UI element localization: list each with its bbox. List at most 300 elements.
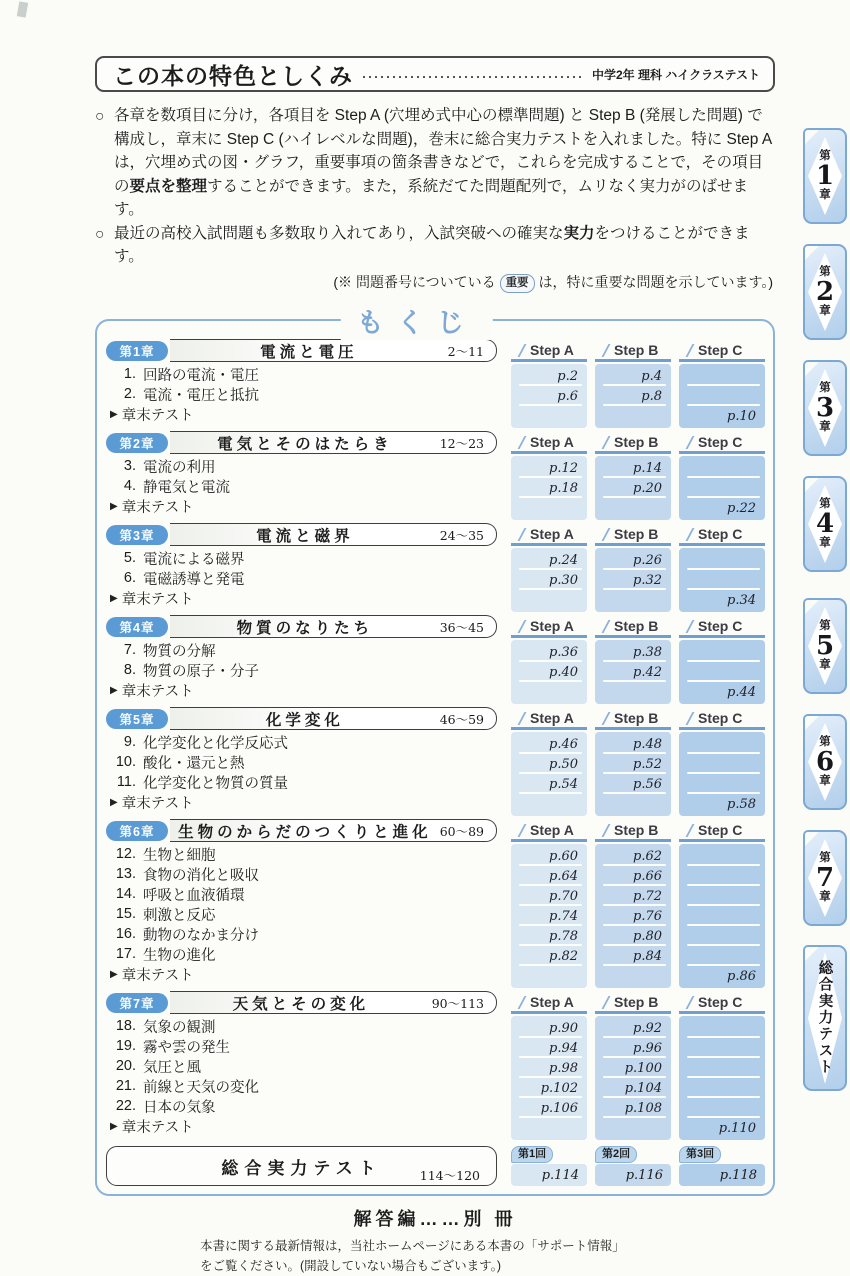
slash-icon [679, 528, 695, 541]
step-b-box [595, 844, 671, 988]
round-1-page: p.114 [541, 1167, 579, 1183]
item-title: 回路の電流・電圧 [143, 367, 259, 384]
page-row [511, 774, 587, 794]
page-row [511, 642, 587, 662]
page-number: p.36 [549, 644, 578, 660]
page-row [679, 906, 765, 926]
step-b-header [595, 708, 671, 730]
side-tab-label [816, 383, 834, 434]
step-b-label: Step B [614, 434, 659, 451]
page-number: p.24 [549, 552, 578, 568]
chapter-title: 生物のからだのつくりと進化 [178, 823, 432, 841]
page-row [511, 1058, 587, 1078]
step-a-header [511, 820, 587, 842]
page-row [511, 886, 587, 906]
page-row [511, 906, 587, 926]
page-row [511, 1078, 587, 1098]
step-c-header [679, 992, 765, 1014]
triangle-marker-icon: ▶ [110, 796, 118, 808]
item-number: 13. [115, 866, 136, 883]
step-b-header [595, 992, 671, 1014]
step-b-label: Step B [614, 618, 659, 635]
page-content [95, 0, 775, 1276]
side-tab-chapter-6 [803, 714, 847, 810]
step-c-header [679, 616, 765, 638]
page-row [595, 754, 671, 774]
dotted-leader [363, 76, 584, 78]
step-headers [511, 524, 765, 546]
step-c-box [679, 732, 765, 816]
page-row [511, 662, 587, 682]
tab-suffix: 章 [819, 189, 831, 201]
chapter-header [106, 431, 511, 454]
chapter-test-label: 章末テスト [121, 795, 194, 812]
step-c-header [679, 340, 765, 362]
step-boxes [511, 732, 765, 816]
triangle-marker-icon: ▶ [110, 684, 118, 696]
chapter-page-range: 60〜89 [439, 823, 484, 839]
toc-item [108, 732, 511, 752]
item-number: 6. [123, 570, 136, 587]
page-row [679, 1038, 765, 1058]
toc-chapter-block [106, 337, 765, 428]
chapter-page-range: 2〜11 [447, 343, 484, 359]
step-boxes [511, 364, 765, 428]
round-1-box [511, 1164, 587, 1186]
page-number: p.38 [633, 644, 662, 660]
page-row [511, 550, 587, 570]
page-number: p.76 [633, 908, 662, 924]
side-tab-label [816, 853, 834, 904]
page-number: p.30 [549, 572, 578, 588]
chapter-titlebar [170, 339, 497, 362]
page-row [511, 458, 587, 478]
page-row [595, 734, 671, 754]
toc-chapter-block [106, 613, 765, 704]
chapter-page-range: 46〜59 [439, 711, 484, 727]
toc-item [108, 1036, 511, 1056]
page-row [595, 550, 671, 570]
slash-icon [595, 996, 611, 1009]
chapter-badge: 第7章 [106, 993, 168, 1013]
item-number: 11. [116, 774, 136, 791]
page-number: p.4 [641, 368, 662, 384]
answer-book-note: 解答編……別 冊 [353, 1209, 517, 1230]
step-a-box [511, 732, 587, 816]
step-a-header [511, 616, 587, 638]
chapter-page-range: 36〜45 [439, 619, 484, 635]
chapter-badge: 第2章 [106, 433, 168, 453]
tab-number: 2 [815, 277, 835, 307]
step-b-header [595, 524, 671, 546]
page-number: p.20 [633, 480, 662, 496]
round-1-badge: 第1回 [511, 1146, 553, 1163]
test-page-row [679, 590, 765, 610]
chapter-titlebar [170, 431, 497, 454]
toc-item [108, 456, 511, 476]
tab-suffix: 章 [819, 305, 831, 317]
step-c-label: Step C [698, 342, 743, 359]
page-row [595, 774, 671, 794]
test-page-number: p.58 [727, 796, 756, 812]
item-title: 前線と天気の変化 [143, 1079, 259, 1096]
item-number: 14. [115, 886, 136, 903]
page-number: p.8 [641, 388, 662, 404]
side-tab-label: 総合実力テスト [816, 960, 833, 1076]
slash-icon [595, 824, 611, 837]
page-row [679, 366, 765, 386]
chapter-body [106, 364, 765, 428]
note-post: は，特に重要な問題を示しています。) [538, 273, 773, 290]
test-page-row [595, 966, 671, 986]
slash-icon [679, 344, 695, 357]
step-a-label: Step A [530, 822, 574, 839]
step-a-label: Step A [530, 526, 574, 543]
tab-prefix: 第 [819, 149, 831, 162]
item-number: 19. [115, 1038, 136, 1055]
test-page-row [679, 498, 765, 518]
slash-icon [595, 620, 611, 633]
page-number: p.66 [633, 868, 662, 884]
toc-item [108, 1076, 511, 1096]
page-row [511, 926, 587, 946]
step-c-header [679, 524, 765, 546]
item-title: 呼吸と血液循環 [143, 887, 245, 904]
item-title: 静電気と電流 [143, 479, 230, 496]
item-number: 15. [115, 906, 136, 923]
page-number: p.94 [549, 1040, 578, 1056]
slash-icon [511, 528, 527, 541]
item-title: 生物の進化 [143, 947, 216, 964]
page-number: p.78 [549, 928, 578, 944]
scan-artifact [17, 1, 28, 17]
item-number: 12. [115, 846, 136, 863]
step-a-header [511, 340, 587, 362]
page-row [679, 1018, 765, 1038]
slash-icon [511, 620, 527, 633]
step-a-header [511, 992, 587, 1014]
page-row [595, 1058, 671, 1078]
final-test-title-box [106, 1146, 497, 1186]
page-number: p.18 [549, 480, 578, 496]
chapter-title: 天気とその変化 [232, 995, 370, 1013]
step-a-header [511, 708, 587, 730]
important-badge: 重要 [500, 274, 535, 293]
page-row [595, 946, 671, 966]
toc-item [108, 660, 511, 680]
test-page-number: p.110 [718, 1120, 756, 1136]
chapter-page-range: 24〜35 [439, 527, 484, 543]
page-row [679, 926, 765, 946]
chapter-header [106, 339, 511, 362]
final-round-3 [679, 1146, 765, 1186]
page-number: p.100 [624, 1060, 662, 1076]
tab-prefix: 第 [819, 497, 831, 510]
item-title: 霧や雲の発生 [143, 1039, 230, 1056]
page-row [679, 754, 765, 774]
slash-icon [679, 620, 695, 633]
page-number: p.74 [549, 908, 578, 924]
step-c-box [679, 364, 765, 428]
page-row [679, 734, 765, 754]
page-row [679, 478, 765, 498]
step-b-box [595, 364, 671, 428]
step-headers [511, 340, 765, 362]
side-tab-label [816, 151, 834, 202]
item-title: 物質の原子・分子 [143, 663, 259, 680]
chapter-body [106, 1016, 765, 1140]
item-title: 電流による磁界 [143, 551, 245, 568]
chapter-test-label: 章末テスト [121, 967, 194, 984]
step-b-label: Step B [614, 822, 659, 839]
page-row [511, 1038, 587, 1058]
page-number: p.14 [633, 460, 662, 476]
page-number: p.60 [549, 848, 578, 864]
round-3-box [679, 1164, 765, 1186]
page-row [595, 570, 671, 590]
page-row [595, 886, 671, 906]
item-title: 刺激と反応 [143, 907, 216, 924]
page-number: p.98 [549, 1060, 578, 1076]
chapter-titlebar [170, 523, 497, 546]
toc-item [108, 772, 511, 792]
toc-item [108, 844, 511, 864]
test-page-row [595, 498, 671, 518]
chapter-body [106, 640, 765, 704]
item-number: 1. [123, 366, 136, 383]
page-number: p.46 [549, 736, 578, 752]
intro-p2-text: 最近の高校入試問題も多数取り入れてあり，入試突破への確実な [114, 224, 564, 242]
page-number: p.32 [633, 572, 662, 588]
page-row [595, 1078, 671, 1098]
step-a-label: Step A [530, 342, 574, 359]
chapter-test-item [108, 496, 511, 516]
chapter-items [106, 844, 511, 988]
toc-chapters [106, 337, 765, 1140]
tab-prefix: 第 [819, 265, 831, 278]
step-boxes [511, 1016, 765, 1140]
step-b-label: Step B [614, 994, 659, 1011]
step-a-label: Step A [530, 618, 574, 635]
test-page-row [679, 682, 765, 702]
page-number: p.26 [633, 552, 662, 568]
chapter-header [106, 707, 511, 730]
step-headers [511, 992, 765, 1014]
page-number: p.70 [549, 888, 578, 904]
bullet-icon: ○ [95, 225, 105, 243]
feature-header-box [95, 56, 775, 92]
toc-item [108, 944, 511, 964]
test-page-number: p.34 [727, 592, 756, 608]
side-tab-chapter-1 [803, 128, 847, 224]
side-tab-label [816, 737, 834, 788]
test-page-row [679, 406, 765, 426]
item-title: 生物と細胞 [143, 847, 216, 864]
page-number: p.80 [633, 928, 662, 944]
chapter-title: 電流と磁界 [256, 527, 354, 545]
tab-prefix: 第 [819, 851, 831, 864]
chapter-titlebar [170, 819, 497, 842]
step-a-box [511, 456, 587, 520]
page-number: p.106 [540, 1100, 578, 1116]
page-number: p.52 [633, 756, 662, 772]
test-page-row [511, 406, 587, 426]
step-a-label: Step A [530, 994, 574, 1011]
step-boxes [511, 548, 765, 612]
page-row [511, 866, 587, 886]
step-a-label: Step A [530, 710, 574, 727]
item-number: 8. [123, 662, 136, 679]
support-note-line1: 本書に関する最新情報は，当社ホームページにある本書の「サポート情報」 [200, 1239, 625, 1254]
step-c-label: Step C [698, 434, 743, 451]
final-round-2 [595, 1146, 671, 1186]
slash-icon [679, 996, 695, 1009]
step-b-header [595, 616, 671, 638]
test-page-row [511, 498, 587, 518]
slash-icon [511, 436, 527, 449]
page-row [595, 926, 671, 946]
page-row [679, 866, 765, 886]
chapter-badge: 第1章 [106, 341, 168, 361]
chapter-titlebar [170, 707, 497, 730]
page-row [679, 886, 765, 906]
page-number: p.90 [549, 1020, 578, 1036]
tab-prefix: 第 [819, 735, 831, 748]
side-tab-label [816, 499, 834, 550]
side-tab-chapter-2 [803, 244, 847, 340]
chapter-test-label: 章末テスト [121, 683, 194, 700]
step-b-label: Step B [614, 342, 659, 359]
chapter-title: 化学変化 [265, 711, 344, 729]
final-test-page-range: 114〜120 [419, 1168, 480, 1184]
toc-item [108, 864, 511, 884]
step-headers [511, 820, 765, 842]
item-title: 物質の分解 [143, 643, 216, 660]
chapter-test-label: 章末テスト [121, 1119, 194, 1136]
bullet-icon: ○ [95, 108, 105, 125]
chapter-page-range: 90〜113 [431, 995, 484, 1011]
item-title: 化学変化と物質の質量 [143, 775, 288, 792]
page-row [679, 570, 765, 590]
chapter-title: 物質のなりたち [236, 619, 374, 637]
item-number: 22. [115, 1098, 136, 1115]
item-number: 4. [123, 478, 136, 495]
test-page-row [595, 406, 671, 426]
chapter-titlebar [170, 615, 497, 638]
triangle-marker-icon: ▶ [110, 500, 118, 512]
page-number: p.50 [549, 756, 578, 772]
intro-p1-text2: することができます。また，系統だてた問題配列で，ムリなく実力がのばせます。 [114, 177, 748, 219]
page-number: p.6 [557, 388, 578, 404]
step-headers [511, 616, 765, 638]
chapter-head-row [106, 705, 765, 730]
tab-number: 5 [815, 631, 835, 661]
step-a-header [511, 524, 587, 546]
tab-suffix: 章 [819, 537, 831, 549]
side-tab-chapter-5 [803, 598, 847, 694]
test-page-row [595, 590, 671, 610]
toc-item [108, 568, 511, 588]
chapter-items [106, 640, 511, 704]
page-row [595, 1018, 671, 1038]
toc-chapter-block [106, 989, 765, 1140]
step-b-header [595, 432, 671, 454]
toc-item [108, 884, 511, 904]
tab-number: 6 [815, 747, 835, 777]
step-c-header [679, 708, 765, 730]
tab-prefix: 第 [819, 619, 831, 632]
slash-icon [511, 344, 527, 357]
toc-item [108, 640, 511, 660]
toc-item [108, 1096, 511, 1116]
page-row [679, 1058, 765, 1078]
chapter-head-row [106, 613, 765, 638]
chapter-body [106, 844, 765, 988]
slash-icon [595, 436, 611, 449]
page-row [511, 1098, 587, 1118]
triangle-marker-icon: ▶ [110, 1120, 118, 1132]
step-c-box [679, 456, 765, 520]
chapter-body [106, 456, 765, 520]
page-row [511, 754, 587, 774]
page-row [595, 458, 671, 478]
side-tab-chapter-7 [803, 830, 847, 926]
chapter-test-item [108, 680, 511, 700]
test-page-row [511, 1118, 587, 1138]
chapter-items [106, 548, 511, 612]
support-note-line2: をご覧ください。(開設していない場合もございます。) [200, 1259, 502, 1274]
page-number: p.64 [549, 868, 578, 884]
chapter-header [106, 523, 511, 546]
page-row [679, 1098, 765, 1118]
step-b-box [595, 456, 671, 520]
chapter-header [106, 615, 511, 638]
page-row [679, 662, 765, 682]
page-row [595, 478, 671, 498]
page-row [679, 1078, 765, 1098]
page-number: p.54 [549, 776, 578, 792]
chapter-body [106, 548, 765, 612]
page-number: p.104 [624, 1080, 662, 1096]
test-page-number: p.44 [727, 684, 756, 700]
chapter-test-label: 章末テスト [121, 591, 194, 608]
step-headers [511, 432, 765, 454]
step-c-label: Step C [698, 526, 743, 543]
tab-number: 4 [815, 509, 835, 539]
page-row [679, 846, 765, 866]
round-3-page: p.118 [719, 1167, 757, 1183]
tab-number: 7 [815, 863, 835, 893]
step-b-label: Step B [614, 710, 659, 727]
test-page-row [511, 794, 587, 814]
page-number: p.92 [633, 1020, 662, 1036]
page-row [595, 906, 671, 926]
tab-prefix: 第 [819, 381, 831, 394]
intro-p2-text2: をつけることができます。 [114, 224, 750, 266]
final-test-row [106, 1146, 765, 1186]
chapter-head-row [106, 429, 765, 454]
page-number: p.2 [557, 368, 578, 384]
chapter-test-item [108, 588, 511, 608]
test-page-row [511, 966, 587, 986]
tab-suffix: 章 [819, 421, 831, 433]
page-number: p.102 [540, 1080, 578, 1096]
toc-item [108, 548, 511, 568]
chapter-page-range: 12〜23 [439, 435, 484, 451]
chapter-head-row [106, 817, 765, 842]
intro-p2-bold: 実力 [563, 224, 595, 242]
test-page-row [679, 794, 765, 814]
